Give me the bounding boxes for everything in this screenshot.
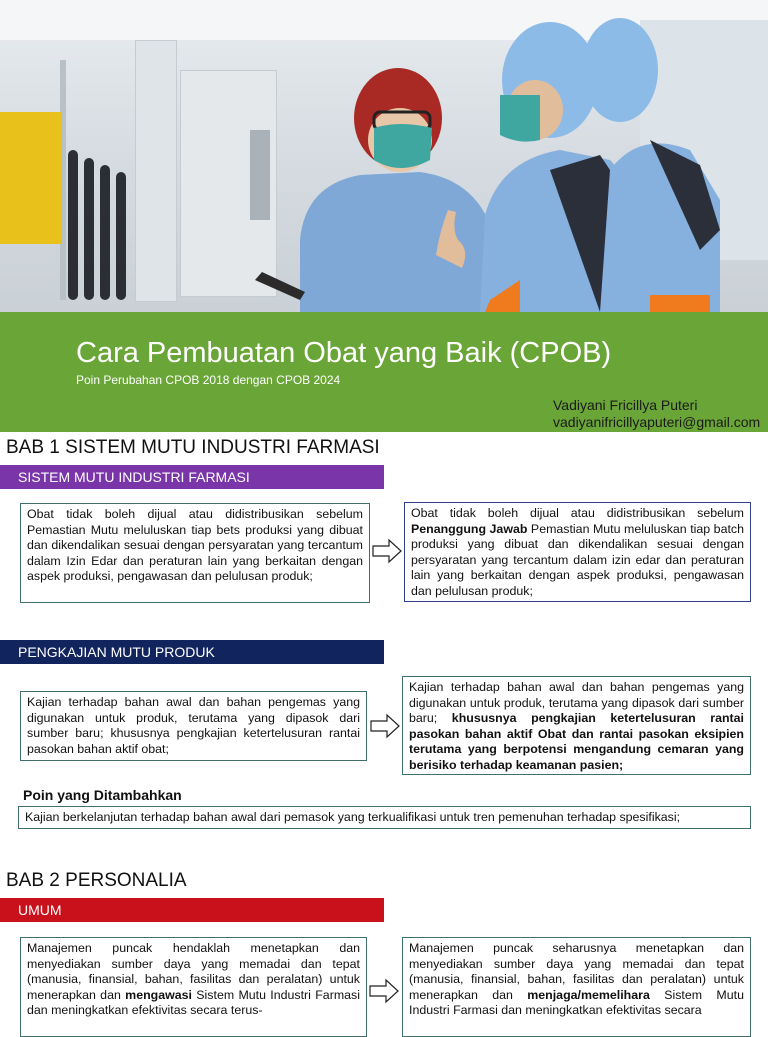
author-email: vadiyanifricillyaputeri@gmail.com bbox=[553, 414, 761, 430]
added-points-box: Kajian berkelanjutan terhadap bahan awal dari pemasok yang terkualifikasi untuk tren pemenuhan terhadap spesifikasi; bbox=[18, 806, 751, 829]
added-points-heading: Poin yang Ditambahkan bbox=[23, 787, 182, 803]
bab2-heading: BAB 2 PERSONALIA bbox=[6, 870, 187, 891]
section-umum-band: UMUM bbox=[0, 898, 384, 922]
section-pengkajian-band: PENGKAJIAN MUTU PRODUK bbox=[0, 640, 384, 664]
author-name: Vadiyani Fricillya Puteri bbox=[553, 397, 698, 413]
hero-photo bbox=[0, 0, 768, 312]
arrow-right-icon bbox=[369, 978, 399, 1004]
new-text-box-2: Kajian terhadap bahan awal dan bahan pengemas yang digunakan untuk produk, terutama yang dipasok dari sumber baru; khususnya pengkajian ketertelusuran rantai pasokan bahan aktif Obat dan rantai pasokan eksipien terutama yang berpotensi mengandung cemaran yang berisiko terhadap keamanan pasien; bbox=[402, 676, 751, 775]
arrow-right-icon bbox=[370, 713, 400, 739]
page-title: Cara Pembuatan Obat yang Baik (CPOB) bbox=[76, 337, 612, 369]
new-text-box-1: Obat tidak boleh dijual atau didistribusikan sebelum Penanggung Jawab Pemastian Mutu meluluskan tiap batch produksi yang dibuat dan dikendalikan sesuai dengan persyaratan yang tercantum dalam izin edar dan peraturan lain yang berkaitan dengan aspek produksi, pengawasan dan pelulusan produk; bbox=[404, 502, 751, 602]
section-sistem-mutu-band: SISTEM MUTU INDUSTRI FARMASI bbox=[0, 465, 384, 489]
workers-illustration bbox=[0, 0, 768, 312]
new-text-box-3: Manajemen puncak seharusnya menetapkan dan menyediakan sumber daya yang memadai dan tepat (manusia, finansial, bahan, fasilitas dan peralatan) untuk menerapkan dan menjaga/memelihara Sistem Mutu Industri Farmasi dan meningkatkan efektivitas secara bbox=[402, 937, 751, 1037]
old-text-box-1: Obat tidak boleh dijual atau didistribusikan sebelum Pemastian Mutu meluluskan tiap bets produksi yang dibuat dan dikendalikan sesuai dengan persyaratan yang tercantum dalam Izin Edar dan peraturan lain yang berkaitan dengan aspek produksi, pengawasan dan pelulusan produk; bbox=[20, 503, 370, 603]
old-text-box-3: Manajemen puncak hendaklah menetapkan dan menyediakan sumber daya yang memadai dan tepat (manusia, finansial, bahan, fasilitas dan peralatan) untuk menerapkan dan mengawasi Sistem Mutu Industri Farmasi dan meningkatkan efektivitas secara terus- bbox=[20, 937, 367, 1037]
arrow-right-icon bbox=[372, 538, 402, 564]
old-text-box-2: Kajian terhadap bahan awal dan bahan pengemas yang digunakan untuk produk, terutama yang dipasok dari sumber baru; khususnya pengkajian ketertelusuran rantai pasokan bahan aktif obat; bbox=[20, 691, 367, 761]
page-subtitle: Poin Perubahan CPOB 2018 dengan CPOB 2024 bbox=[76, 373, 341, 387]
bab1-heading: BAB 1 SISTEM MUTU INDUSTRI FARMASI bbox=[6, 437, 380, 458]
